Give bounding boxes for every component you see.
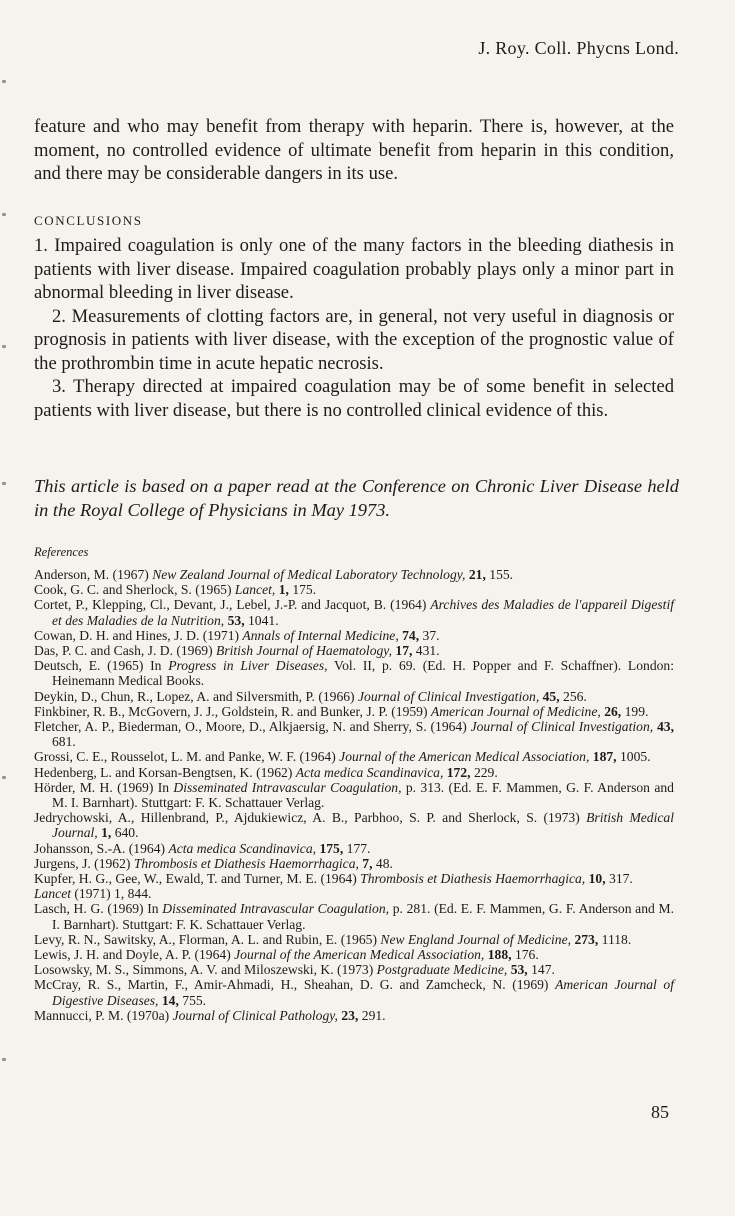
reference-journal: Journal of Clinical Investigation, xyxy=(470,719,654,735)
margin-mark xyxy=(2,1058,6,1061)
reference-rest: 291. xyxy=(361,1007,386,1023)
reference-rest: 155. xyxy=(489,567,514,582)
reference-item xyxy=(34,1008,674,1023)
reference-item xyxy=(34,977,674,1007)
reference-volume: 1, xyxy=(278,582,289,598)
reference-volume: 10, xyxy=(588,871,606,887)
intro-paragraph xyxy=(34,115,674,186)
reference-volume: 14, xyxy=(161,992,179,1008)
references-heading: References xyxy=(34,545,89,559)
reference-authors: Levy, R. N., Sawitsky, A., Florman, A. L. and Rubin, E. (1965) xyxy=(34,931,377,947)
reference-volume: 45, xyxy=(542,688,560,704)
reference-journal: Archives des Maladies de l'appareil Digestif et des Maladies de la Nutrition, xyxy=(52,597,675,628)
reference-volume: 172, xyxy=(446,764,471,780)
intro-text: feature and who may benefit from therapy with heparin. There is, however, at the moment, no controlled evidence of ultimate benefit from heparin in this condition, and there may be considerable dangers in its use. xyxy=(34,116,674,184)
margin-mark xyxy=(2,345,6,348)
margin-mark xyxy=(2,80,6,83)
reference-item xyxy=(34,856,674,871)
reference-volume: 17, xyxy=(395,643,413,659)
running-head: J. Roy. Coll. Phycns Lond. xyxy=(478,38,679,58)
reference-authors: Das, P. C. and Cash, J. D. (1969) xyxy=(34,643,213,659)
reference-item xyxy=(34,704,674,719)
reference-rest: p. 281. (Ed. E. F. Mammen, G. F. Anderson and M. I. Barnhart). Stuttgart: F. K. Schattauer Verlag. xyxy=(52,901,674,932)
reference-authors: Hörder, M. H. (1969) In xyxy=(34,779,170,795)
conclusions-heading: CONCLUSIONS xyxy=(34,213,143,228)
reference-authors: Lewis, J. H. and Doyle, A. P. (1964) xyxy=(34,947,231,963)
reference-authors: Johansson, S.-A. (1964) xyxy=(34,840,166,856)
reference-authors: Cortet, P., Klepping, Cl., Devant, J., Lebel, J.-P. and Jacquot, B. (1964) xyxy=(34,597,427,613)
reference-authors: Lasch, H. G. (1969) In xyxy=(34,901,159,917)
reference-volume: 23, xyxy=(341,1007,359,1023)
reference-item xyxy=(34,567,674,582)
reference-journal: Disseminated Intravascular Coagulation, xyxy=(173,779,402,795)
reference-volume: 7, xyxy=(362,855,373,871)
reference-item xyxy=(34,582,674,597)
reference-volume: 175, xyxy=(319,840,344,856)
margin-mark xyxy=(2,482,6,485)
reference-volume: 53, xyxy=(510,962,528,978)
reference-journal: Journal of the American Medical Association, xyxy=(339,749,590,765)
reference-journal: Thrombosis et Diathesis Haemorrhagica, xyxy=(360,871,586,887)
reference-volume: 188, xyxy=(487,947,512,963)
reference-journal: Journal of the American Medical Association, xyxy=(234,947,485,963)
reference-item xyxy=(34,932,674,947)
reference-journal: British Journal of Haematology, xyxy=(216,643,392,659)
reference-journal: Disseminated Intravascular Coagulation, xyxy=(162,901,390,917)
reference-item xyxy=(34,810,674,840)
reference-rest: 755. xyxy=(182,992,207,1008)
reference-volume: 74, xyxy=(402,627,420,643)
reference-item xyxy=(34,901,674,931)
reference-volume: 273, xyxy=(574,931,599,947)
conclusion-item: 3. Therapy directed at impaired coagulation may be of some benefit in selected patients with liver disease, but there is no controlled clinical evidence of this. xyxy=(34,376,674,421)
reference-journal: New England Journal of Medicine, xyxy=(380,931,572,947)
reference-item xyxy=(34,658,674,688)
reference-item xyxy=(34,749,674,764)
reference-item xyxy=(34,597,674,627)
reference-rest: 431. xyxy=(415,643,440,659)
reference-authors: Deykin, D., Chun, R., Lopez, A. and Silversmith, P. (1966) xyxy=(34,688,355,704)
reference-authors: Hedenberg, L. and Korsan-Bengtsen, K. (1962) xyxy=(34,764,293,780)
reference-journal: Postgraduate Medicine, xyxy=(376,962,508,978)
reference-journal: New Zealand Journal of Medical Laboratory Technology, xyxy=(152,567,466,582)
reference-journal: Journal of Clinical Investigation, xyxy=(357,688,540,704)
reference-item xyxy=(34,780,674,810)
reference-rest: Vol. II, p. 69. (Ed. H. Popper and F. Schaffner). London: Heinemann Medical Books. xyxy=(52,658,674,689)
reference-item xyxy=(34,841,674,856)
reference-item xyxy=(34,643,674,658)
margin-mark xyxy=(2,776,6,779)
reference-item xyxy=(34,886,674,901)
page-number: 85 xyxy=(651,1102,669,1122)
reference-journal: Journal of Clinical Pathology, xyxy=(172,1007,338,1023)
reference-volume: 1, xyxy=(101,825,112,841)
reference-volume: 21, xyxy=(468,567,486,582)
reference-item xyxy=(34,628,674,643)
conclusions-list xyxy=(34,234,674,422)
reference-rest: 175. xyxy=(292,582,317,598)
reference-rest: p. 313. (Ed. E. F. Mammen, G. F. Anderson and M. I. Barnhart). Stuttgart: F. K. Schattauer Verlag. xyxy=(52,779,674,811)
reference-rest: 640. xyxy=(114,825,139,841)
reference-journal: Thrombosis et Diathesis Haemorrhagica, xyxy=(133,855,359,871)
reference-authors: Losowsky, M. S., Simmons, A. V. and Miloszewski, K. (1973) xyxy=(34,962,374,978)
reference-authors: Cook, G. C. and Sherlock, S. (1965) xyxy=(34,582,232,598)
reference-volume: 187, xyxy=(592,749,617,765)
reference-rest: 229. xyxy=(473,764,498,780)
reference-item xyxy=(34,947,674,962)
reference-rest: 1118. xyxy=(601,931,632,947)
reference-journal: American Journal of Digestive Diseases, xyxy=(52,977,674,1008)
reference-rest: 147. xyxy=(531,962,555,978)
reference-rest: 1005. xyxy=(619,749,651,765)
article-note: This article is based on a paper read at the Conference on Chronic Liver Disease held in the Royal College of Physicians in May 1973. xyxy=(34,476,679,520)
reference-item xyxy=(34,765,674,780)
reference-journal: Annals of Internal Medicine, xyxy=(242,627,399,643)
reference-authors: Cowan, D. H. and Hines, J. D. (1971) xyxy=(34,627,240,643)
reference-volume: 53, xyxy=(227,612,245,628)
reference-journal: Lancet, xyxy=(234,582,276,598)
reference-rest: 199. xyxy=(624,703,649,719)
reference-journal: Acta medica Scandinavica, xyxy=(168,840,317,856)
reference-item xyxy=(34,962,674,977)
references-list xyxy=(34,567,674,1023)
reference-journal: Progress in Liver Diseases, xyxy=(168,658,328,674)
reference-authors: Grossi, C. E., Rousselot, L. M. and Panke, W. F. (1964) xyxy=(34,749,336,765)
conclusion-item: 2. Measurements of clotting factors are, in general, not very useful in diagnosis or prognosis in patients with liver disease, with the exception of the prognostic value of the prothrombin time in acute hepatic necrosis. xyxy=(34,305,674,374)
reference-rest: 1041. xyxy=(248,612,279,628)
reference-rest: 177. xyxy=(346,840,371,856)
reference-rest: (1971) 1, 844. xyxy=(74,886,152,902)
reference-rest: 256. xyxy=(563,688,587,704)
conclusion-item: 1. Impaired coagulation is only one of the many factors in the bleeding diathesis in patients with liver disease. Impaired coagulation probably plays only a minor part in abnormal bleeding in liver disease. xyxy=(34,235,674,303)
reference-journal: British Medical Journal, xyxy=(52,810,674,841)
reference-authors: McCray, R. S., Martin, F., Amir-Ahmadi, H., Sheahan, D. G. and Zamcheck, N. (1969) xyxy=(34,977,549,993)
reference-authors: Kupfer, H. G., Gee, W., Ewald, T. and Turner, M. E. (1964) xyxy=(34,871,357,887)
reference-rest: 317. xyxy=(609,871,633,887)
reference-journal: Acta medica Scandinavica, xyxy=(295,764,444,780)
reference-item xyxy=(34,689,674,704)
reference-item xyxy=(34,871,674,886)
reference-authors: Fletcher, A. P., Biederman, O., Moore, D., Alkjaersig, N. and Sherry, S. (1964) xyxy=(34,719,467,735)
reference-authors: Anderson, M. (1967) xyxy=(34,567,149,582)
reference-journal: American Journal of Medicine, xyxy=(430,703,601,719)
reference-volume: 26, xyxy=(604,703,622,719)
margin-mark xyxy=(2,213,6,216)
reference-rest: 176. xyxy=(514,947,539,963)
reference-authors: Finkbiner, R. B., McGovern, J. J., Goldstein, R. and Bunker, J. P. (1959) xyxy=(34,703,428,719)
reference-rest: 37. xyxy=(422,627,440,643)
reference-authors: Jurgens, J. (1962) xyxy=(34,855,131,871)
reference-item xyxy=(34,719,674,749)
reference-rest: 681. xyxy=(52,734,76,750)
reference-rest: 48. xyxy=(375,855,393,871)
reference-volume: 43, xyxy=(657,719,674,735)
reference-authors: Mannucci, P. M. (1970a) xyxy=(34,1007,170,1023)
reference-authors: Deutsch, E. (1965) In xyxy=(34,658,162,674)
reference-journal: Lancet xyxy=(34,886,71,902)
reference-authors: Jedrychowski, A., Hillenbrand, P., Ajdukiewicz, A. B., Parbhoo, S. P. and Sherlock, S. (1973) xyxy=(34,810,580,826)
